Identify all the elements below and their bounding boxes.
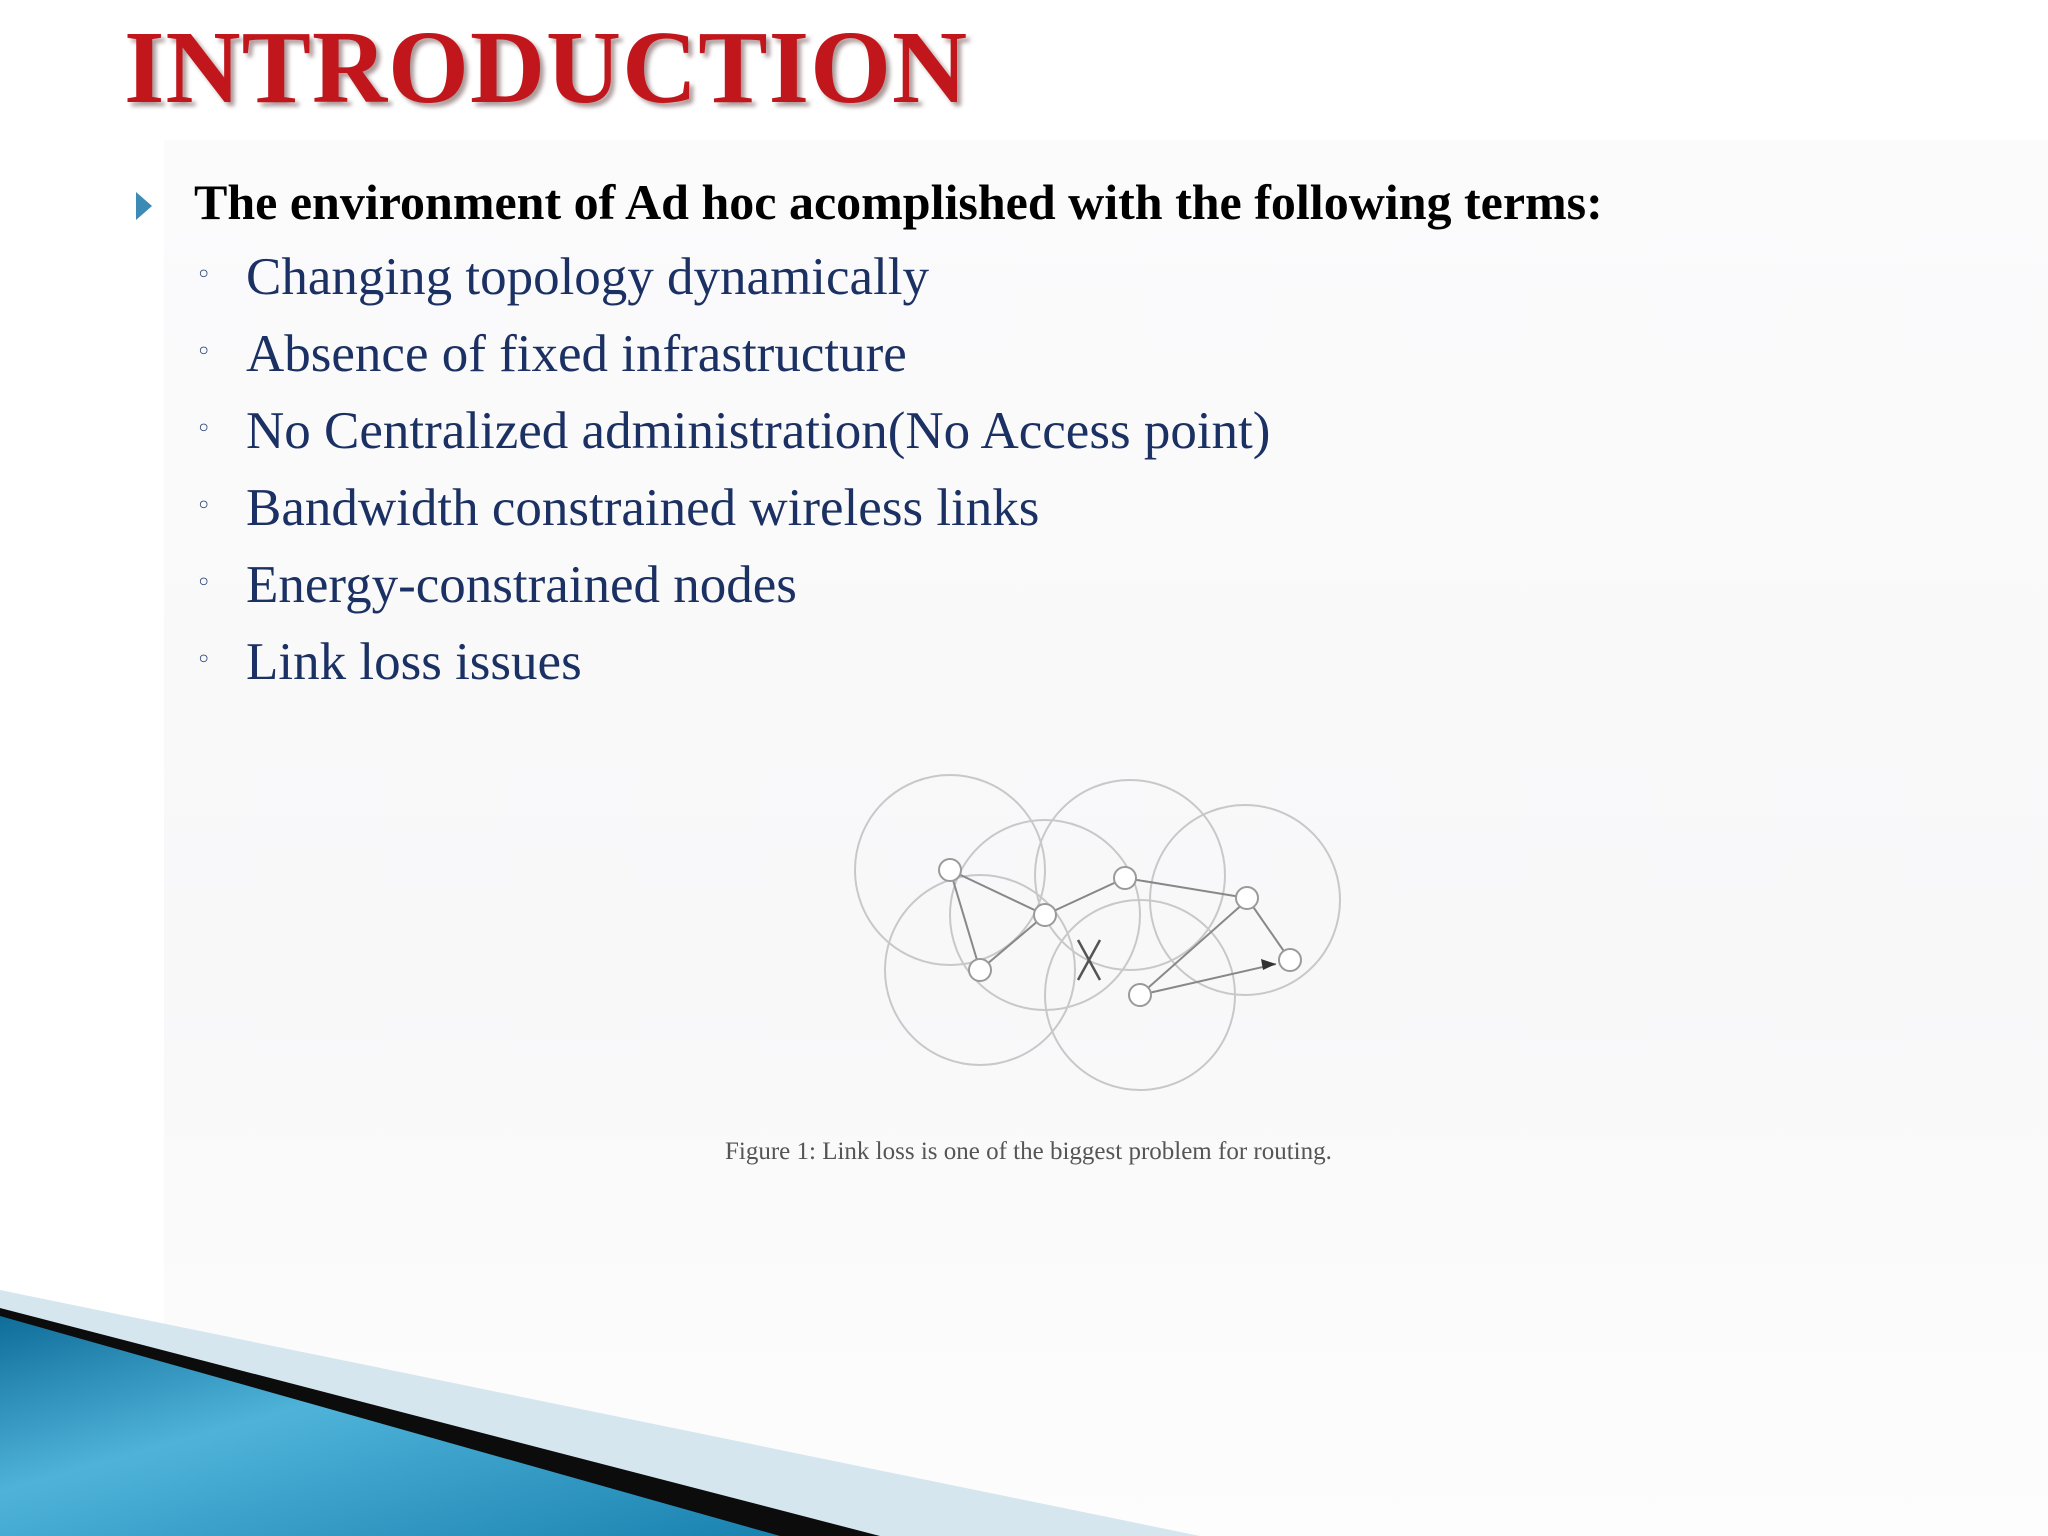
sub-bullet-text: Energy-constrained nodes <box>246 556 797 614</box>
circle-bullet-icon: ◦ <box>196 414 212 444</box>
sub-bullet-text: Absence of fixed infrastructure <box>246 325 907 383</box>
figure-caption: Figure 1: Link loss is one of the biggest problem for routing. <box>725 1138 1332 1165</box>
node <box>1236 887 1258 909</box>
sub-bullet-item <box>196 631 1270 708</box>
circle-bullet-icon: ◦ <box>196 337 212 367</box>
node <box>1114 867 1136 889</box>
sub-bullet-text: Changing topology dynamically <box>246 248 930 306</box>
node <box>1129 984 1151 1006</box>
triangle-bullet-icon <box>136 192 152 220</box>
circle-bullet-icon: ◦ <box>196 645 212 675</box>
circle-bullet-icon: ◦ <box>196 491 212 521</box>
link-line <box>1140 964 1276 995</box>
node <box>969 959 991 981</box>
network-nodes <box>939 859 1301 1006</box>
sub-bullet-item <box>196 400 1270 477</box>
network-figure <box>840 770 1360 1110</box>
sub-bullet-item <box>196 246 1270 323</box>
sub-bullet-list <box>196 246 1270 708</box>
link-line <box>950 870 980 970</box>
node <box>939 859 961 881</box>
radio-range-circles <box>855 775 1340 1090</box>
main-bullet-text: The environment of Ad hoc acomplished with the following terms: <box>194 174 1603 230</box>
node <box>1279 949 1301 971</box>
circle-bullet-icon: ◦ <box>196 568 212 598</box>
arrow-head-icon <box>1261 959 1276 970</box>
node <box>1034 904 1056 926</box>
main-bullet <box>132 172 1603 232</box>
link-line <box>1125 878 1247 898</box>
sub-bullet-text: Bandwidth constrained wireless links <box>246 479 1040 537</box>
broken-link-mark <box>1078 940 1100 980</box>
sub-bullet-text: No Centralized administration(No Access point) <box>246 402 1271 460</box>
decorative-swoosh <box>0 1280 2048 1536</box>
sub-bullet-item <box>196 554 1270 631</box>
sub-bullet-item <box>196 323 1270 400</box>
sub-bullet-text: Link loss issues <box>246 633 582 691</box>
sub-bullet-item <box>196 477 1270 554</box>
circle-bullet-icon: ◦ <box>196 260 212 290</box>
slide-title: INTRODUCTION <box>124 10 969 125</box>
link-line <box>980 915 1045 970</box>
link-line <box>1045 878 1125 915</box>
